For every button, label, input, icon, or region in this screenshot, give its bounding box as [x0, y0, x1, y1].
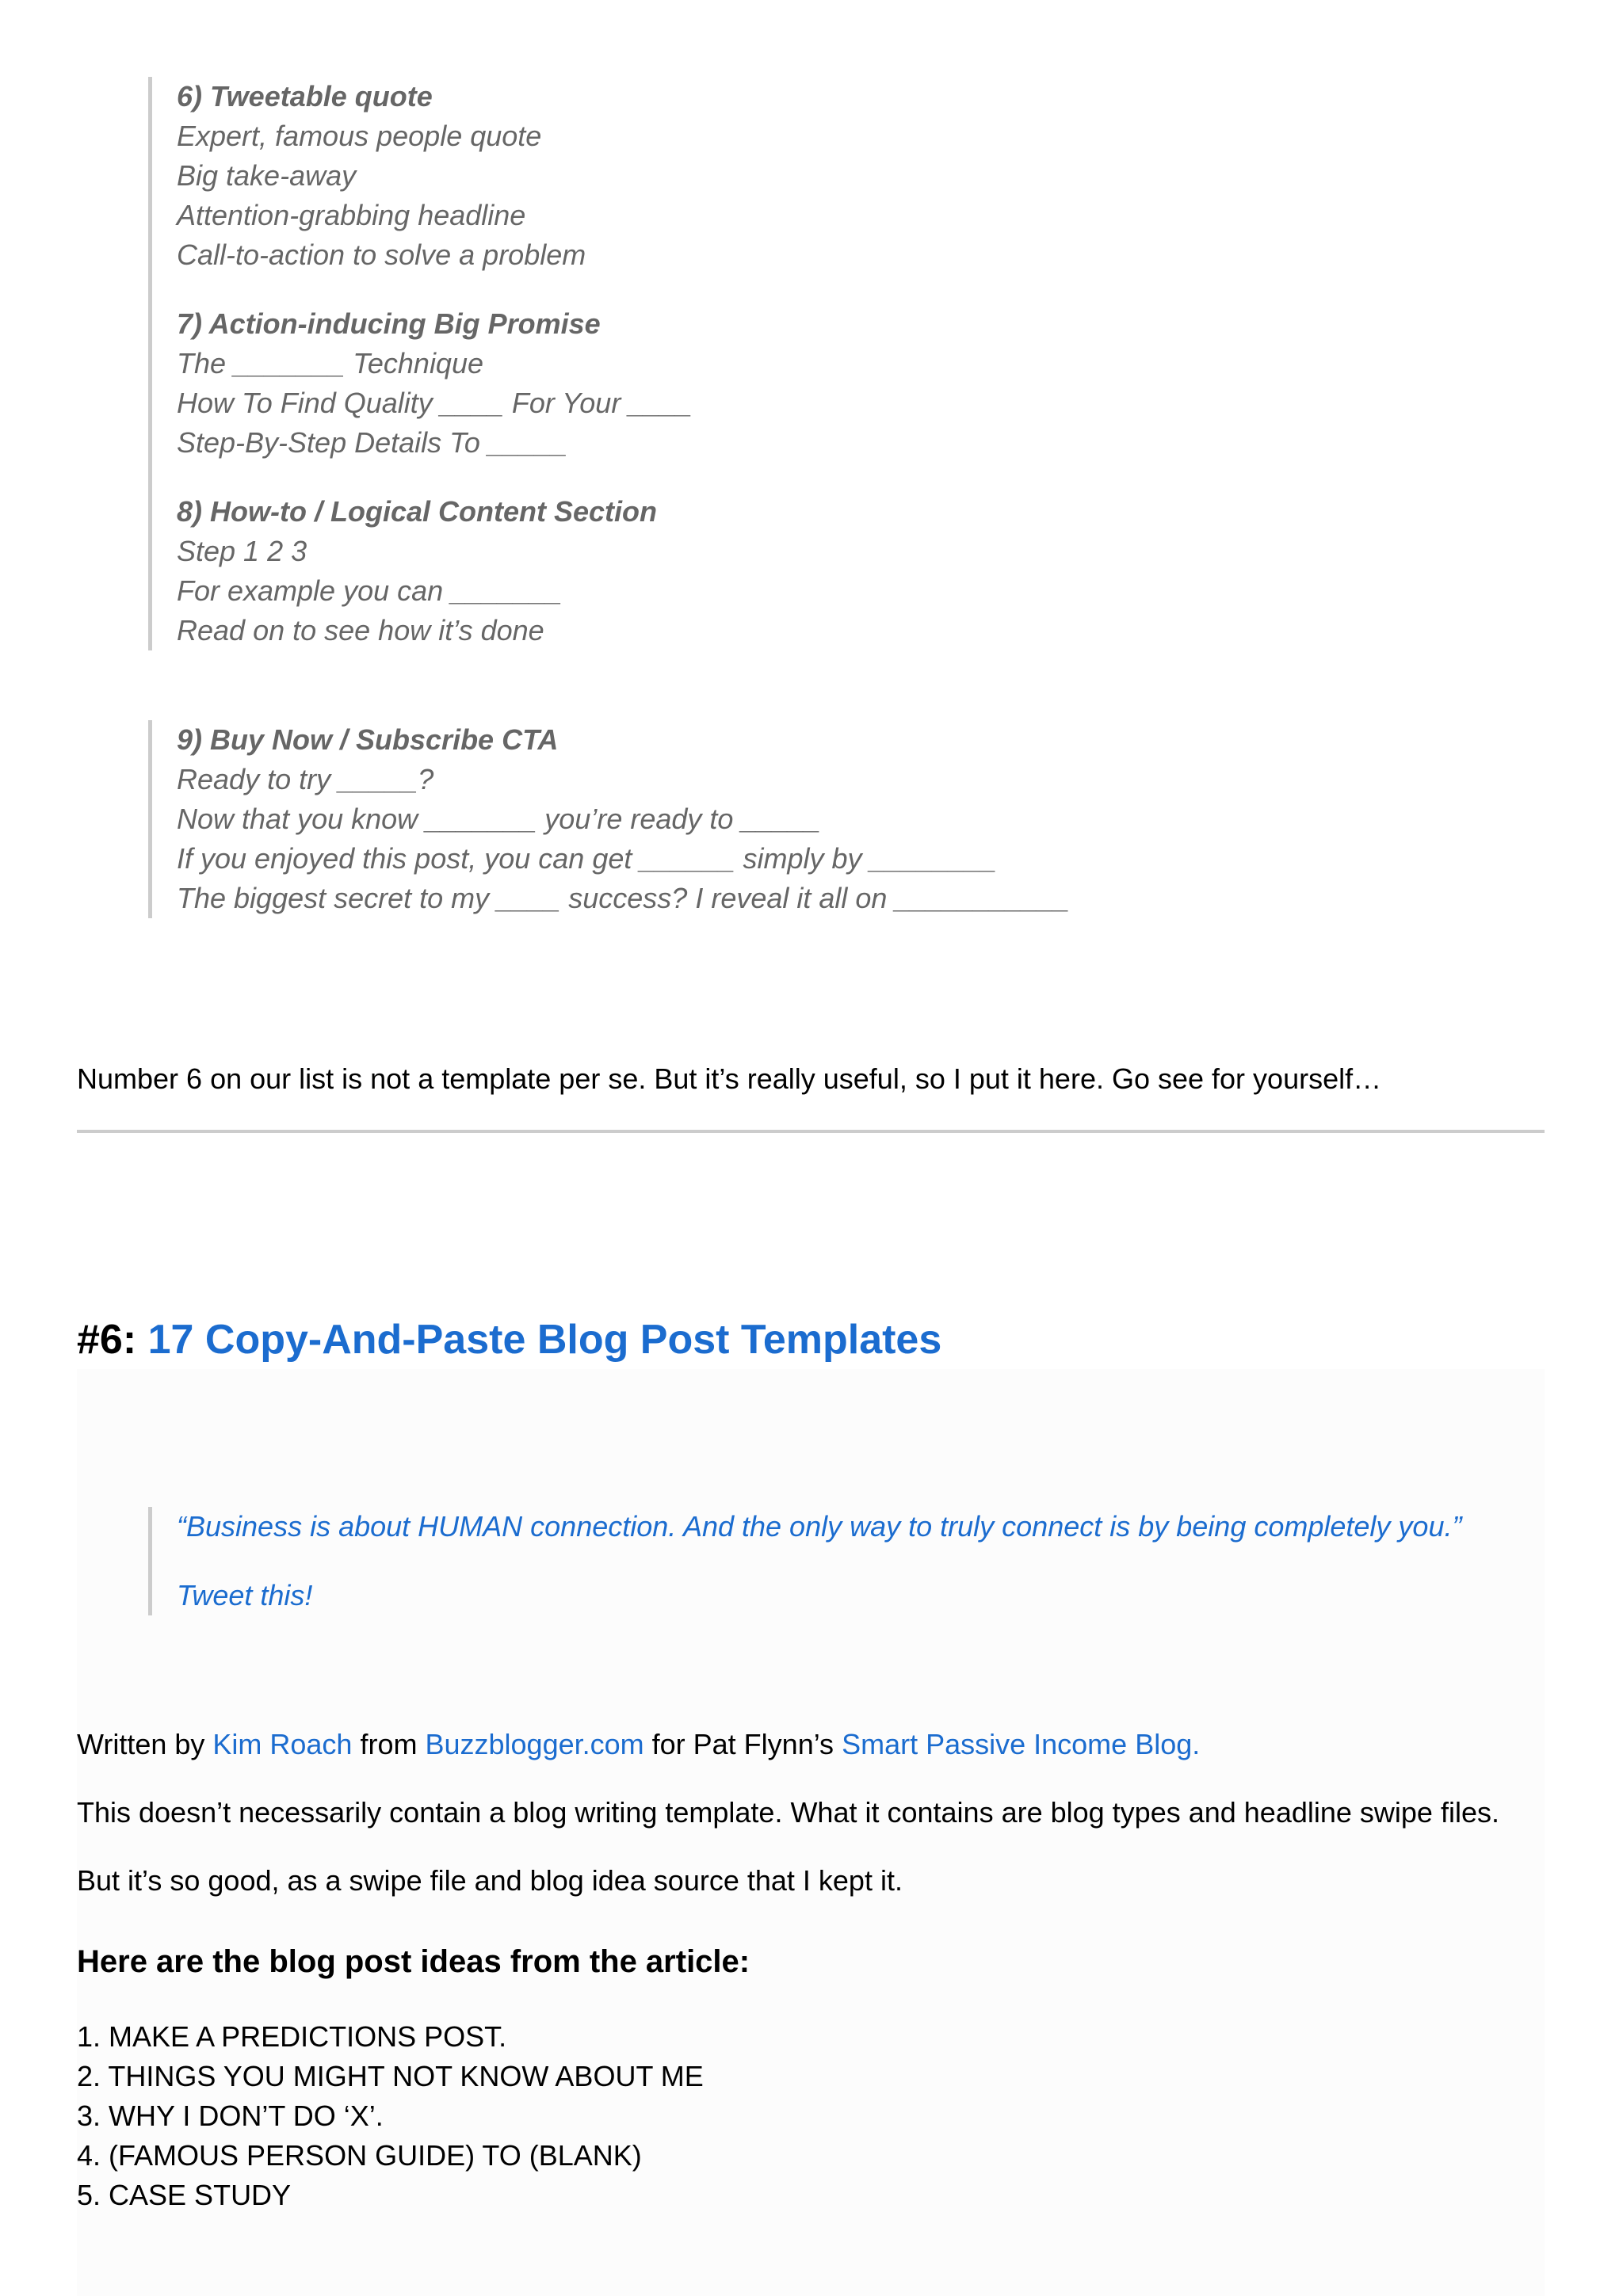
group-line: How To Find Quality ____ For Your ____ [177, 387, 693, 419]
pull-quote [148, 1507, 1484, 1615]
group-line: Attention-grabbing headline [177, 199, 526, 231]
description-paragraph: This doesn’t necessarily contain a blog writing template. What it contains are blog types and headline swipe files. [77, 1796, 1499, 1829]
group-line: Expert, famous people quote [177, 120, 542, 152]
group-line: Big take-away [177, 159, 357, 192]
note-paragraph: But it’s so good, as a swipe file and blog idea source that I kept it. [77, 1864, 903, 1897]
ideas-heading: Here are the blog post ideas from the article: [77, 1944, 750, 1979]
group-heading: 9) Buy Now / Subscribe CTA [177, 723, 559, 756]
cta-blockquote [148, 720, 1070, 918]
group-line: Now that you know _______ you’re ready to _____ [177, 803, 821, 835]
template-group [177, 77, 692, 275]
list-item: 4. (FAMOUS PERSON GUIDE) TO (BLANK) [77, 2139, 642, 2172]
list-item: 5. CASE STUDY [77, 2179, 292, 2211]
list-item: 3. WHY I DON’T DO ‘X’. [77, 2100, 384, 2132]
byline-text: for Pat Flynn’s [643, 1728, 842, 1760]
template-group [177, 720, 1070, 918]
group-line: Read on to see how it’s done [177, 614, 544, 646]
template-group [177, 304, 692, 463]
group-line: Call-to-action to solve a problem [177, 238, 586, 271]
group-line: Step 1 2 3 [177, 535, 307, 567]
group-line: Ready to try _____? [177, 763, 434, 795]
group-heading: 6) Tweetable quote [177, 80, 433, 113]
byline-text: Written by [77, 1728, 213, 1760]
tweet-this-link[interactable]: Tweet this! [177, 1579, 313, 1611]
group-line: The _______ Technique [177, 347, 483, 379]
group-heading: 7) Action-inducing Big Promise [177, 307, 601, 340]
quote-text: “Business is about HUMAN connection. And the only way to truly connect is by being completely you.” [177, 1510, 1462, 1543]
list-item: 2. THINGS YOU MIGHT NOT KNOW ABOUT ME [77, 2060, 704, 2092]
group-line: The biggest secret to my ____ success? I reveal it all on ___________ [177, 882, 1070, 914]
group-heading: 8) How-to / Logical Content Section [177, 495, 657, 528]
template-group [177, 492, 692, 650]
blog-link[interactable]: Smart Passive Income Blog. [842, 1728, 1201, 1760]
section-title-link[interactable]: 17 Copy-And-Paste Blog Post Templates [147, 1317, 942, 1363]
section-number: #6: [77, 1317, 148, 1363]
ideas-list [77, 2017, 704, 2215]
group-line: If you enjoyed this post, you can get ______ simply by ________ [177, 842, 997, 875]
section-heading [77, 1312, 941, 1367]
author-link[interactable]: Kim Roach [212, 1728, 353, 1760]
byline-text: from [352, 1728, 426, 1760]
site-link[interactable]: Buzzblogger.com [425, 1728, 644, 1760]
horizontal-rule [77, 1130, 1545, 1133]
template-blockquote [148, 77, 692, 650]
intro-paragraph: Number 6 on our list is not a template per se. But it’s really useful, so I put it here. Go see for yourself… [77, 1062, 1382, 1095]
group-line: For example you can _______ [177, 574, 563, 607]
list-item: 1. MAKE A PREDICTIONS POST. [77, 2020, 507, 2053]
byline [77, 1727, 1200, 1762]
group-line: Step-By-Step Details To _____ [177, 426, 567, 459]
